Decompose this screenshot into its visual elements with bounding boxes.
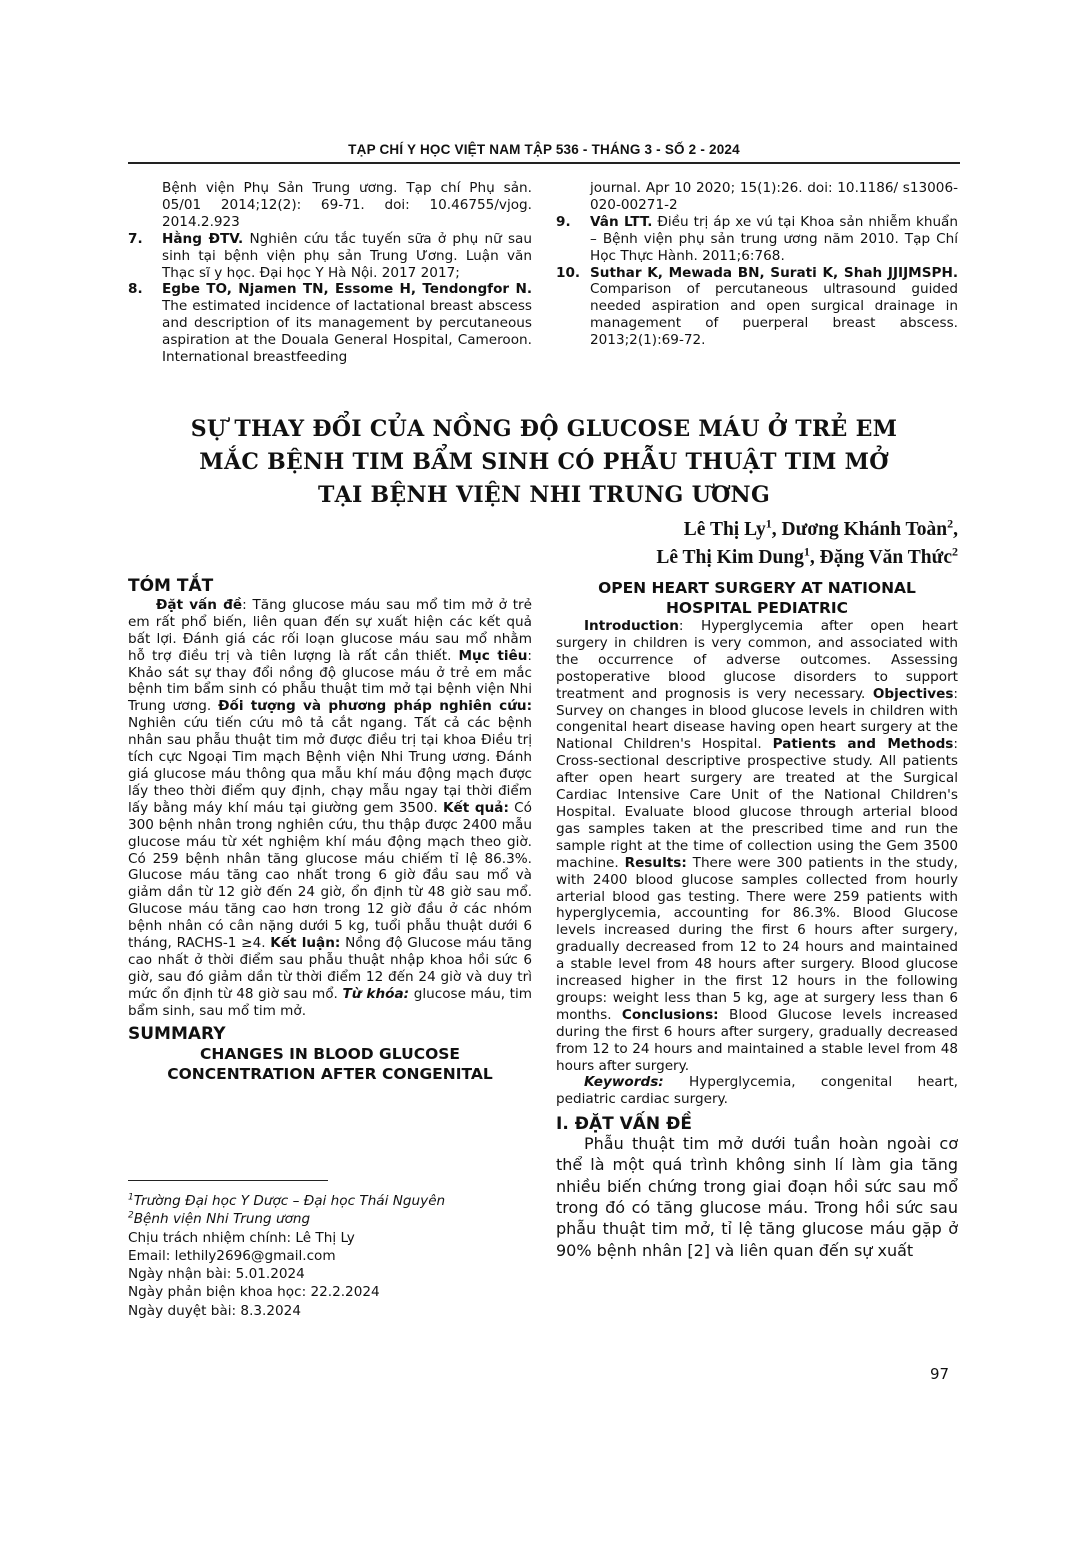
reference-text: The estimated incidence of lactational breast abscess and description of its management by percutaneous aspiration at the Douala General Hospital, Cameroon. International breastfeeding (162, 298, 532, 366)
date-reviewed: Ngày phản biện khoa học: 22.2.2024 (128, 1284, 380, 1301)
reference-8-continued: journal. Apr 10 2020; 15(1):26. doi: 10.1186/ s13006-020-00271-2 (590, 180, 958, 213)
references-right (556, 180, 958, 349)
reference-number: 10. (556, 264, 581, 281)
intro-text: Phẫu thuật tim mở dưới tuần hoàn ngoài cơ thể là một quá trình không sinh lí làm gia tăng nhiều biến chứng trong giai đoạn hồi sức sau mổ trong đó có tăng glucose máu. Trong hồi sức sau phẫu thuật tim mở, tỉ lệ tăng glucose máu gặp ở 90% bệnh nhân [2] và liên quan đến sự xuất (556, 1134, 958, 1260)
reference-number: 8. (128, 281, 143, 298)
journal-header: TẠP CHÍ Y HỌC VIỆT NAM TẬP 536 - THÁNG 3 - SỐ 2 - 2024 (348, 142, 740, 157)
reference-author: Vân LTT. (590, 213, 653, 230)
references-left (128, 180, 532, 366)
abstract-english (556, 578, 958, 1261)
reference-8 (128, 281, 532, 366)
summary-keywords: Keywords: Hyperglycemia, congenital heart, pediatric cardiac surgery. (556, 1074, 958, 1108)
summary-text: Introduction: Hyperglycemia after open heart surgery in children is very common, and associated with the occurrence of adverse outcomes. Assessing postoperative blood glucose disorders to support treatment and prognosis is very necessary. Objectives: Survey on changes in blood glucose levels in children with congenital heart disease having open heart surgery at the National Children's Hospital. Patients and Methods: Cross-sectional descriptive prospective study. All patients after open heart surgery are treated at the Surgical Cardiac Intensive Care Unit of the National Children's Hospital. Evaluate blood glucose through arterial blood gas samples taken at the prescribed time and run the sample right at the time of collection using the Gem 3500 machine. Results: There were 300 patients in the study, with 2400 blood glucose samples collected from hourly arterial blood gas testing. There were 259 patients with hyperglycemia, accounting for 86.3%. Blood Glucose levels increased during the first 6 hours after surgery, gradually decreased from 12 to 24 hours and maintained a stable level from 48 hours after surgery. Blood glucose increased higher in the first 12 hours in the following groups: weight less than 5 kg, age at surgery less than 6 months. Conclusions: Blood Glucose levels increased during the first 6 hours after surgery, gradually decreased from 12 to 24 hours and maintained a stable level from 48 hours after surgery. (556, 618, 959, 1074)
affiliation-mark: 2 (952, 544, 958, 559)
reference-number: 9. (556, 213, 571, 230)
reference-number: 7. (128, 230, 143, 247)
header-rule (128, 162, 960, 164)
reference-text: Comparison of percutaneous ultrasound guided needed aspiration and open surgical drainage in management of puerperal breast abscess. 2013;2(1):69-72. (590, 281, 958, 349)
intro-heading: I. ĐẶT VẤN ĐỀ (556, 1114, 692, 1135)
affiliation-1: $^1$Trường Đại học Y Dược – Đại học Thái Nguyên (128, 1192, 446, 1209)
author-list: Lê Thị Ly$^1$, Dương Khánh Toàn$^2$, Lê Thị Kim Dung$^1$, Đặng Văn Thức$^2$ (656, 516, 958, 568)
affiliation-mark: 1 (765, 516, 772, 531)
article-title (128, 413, 960, 512)
title-line: SỰ THAY ĐỔI CỦA NỒNG ĐỘ GLUCOSE MÁU Ở TRẺ EM (190, 416, 898, 442)
footnote-rule (128, 1180, 328, 1181)
summary-title-line: OPEN HEART SURGERY AT NATIONAL (598, 579, 916, 597)
author-name: Đặng Văn Thức (819, 547, 952, 568)
author-name: Lê Thị Ly (683, 519, 766, 540)
date-accepted: Ngày duyệt bài: 8.3.2024 (128, 1302, 301, 1319)
reference-7 (128, 231, 532, 282)
reference-6-continued: Bệnh viện Phụ Sản Trung ương. Tạp chí Phụ sản. 05/01 2014;12(2): 69-71. doi: 10.46755/vjog. 2014.2.923 (162, 180, 532, 230)
footnotes (128, 1192, 445, 1320)
author-name: Dương Khánh Toàn (781, 519, 948, 540)
abstract-vietnamese (128, 578, 532, 1084)
affiliation-mark: 1 (803, 544, 810, 559)
summary-title-line: CHANGES IN BLOOD GLUCOSE (199, 1045, 460, 1064)
title-line: MẮC BỆNH TIM BẨM SINH CÓ PHẪU THUẬT TIM MỞ (199, 449, 889, 475)
affiliation-2: $^2$Bệnh viện Nhi Trung ương (128, 1210, 311, 1228)
summary-title-line: HOSPITAL PEDIATRIC (665, 599, 849, 617)
reference-9 (556, 214, 958, 265)
date-received: Ngày nhận bài: 5.01.2024 (128, 1266, 305, 1283)
page-number: 97 (930, 1365, 950, 1383)
reference-text: Nghiên cứu tắc tuyến sữa ở phụ nữ sau sinh tại bệnh viện phụ sản Trung Ương. Luận văn Thạc sĩ y học. Đại học Y Hà Nội. 2017 2017; (162, 230, 532, 281)
affiliation-mark: 2 (947, 516, 954, 531)
email: Email: lethily2696@gmail.com (128, 1247, 336, 1264)
abstract-heading: TÓM TẮT (128, 576, 214, 596)
abstract-text: Đặt vấn đề: Tăng glucose máu sau mổ tim mở ở trẻ em rất phổ biến, liên quan đến sự xuất hiện các kết quả bất lợi. Đánh giá các rối loạn glucose máu sau mổ nhằm hỗ trợ điều trị và tiên lượng là rất cần thiết. Mục tiêu: Khảo sát sự thay đổi nồng độ glucose máu ở trẻ em mắc bệnh tim bẩm sinh có phẫu thuật tim mở tại bệnh viện Nhi Trung ương. Đối tượng và phương pháp nghiên cứu: Nghiên cứu tiến cứu mô tả cắt ngang. Tất cả các bệnh nhân sau phẫu thuật tim mở được điều trị tại khoa Điều trị tích cực Ngoại Tim mạch Bệnh viện Nhi Trung ương. Đánh giá glucose máu thông qua mẫu khí máu động mạch được lấy theo thời điểm quy định, chạy mẫu ngay tại thời điểm lấy bằng máy khí máu tại giường gem 3500. Kết quả: Có 300 bệnh nhân trong nghiên cứu, thu thập được 2400 mẫu glucose máu từ xét nghiệm khí máu động mạch theo giờ. Có 259 bệnh nhân tăng glucose máu chiếm tỉ lệ 86.3%. Glucose máu tăng cao nhất trong 6 giờ đầu sau mổ và giảm dần từ 12 giờ đến 24 giờ, ổn định từ 48 giờ sau mổ. Glucose máu tăng cao hơn trong 12 giờ đầu ở các nhóm bệnh nhân có cân nặng dưới 5 kg, tuổi phẫu thuật dưới 6 tháng, RACHS-1 ≥4. Kết luận: Nồng độ Glucose máu tăng cao nhất ở thời điểm sau phẫu thuật nhập khoa hồi sức 6 giờ, sau đó giảm dần từ thời điểm 12 đến 24 giờ và duy trì mức ổn định từ 48 giờ sau mổ. Từ khóa: glucose máu, tim bẩm sinh, sau mổ tim mở. (128, 596, 532, 1019)
reference-author: Suthar K, Mewada BN, Surati K, Shah JJIJMSPH. (590, 264, 958, 281)
corresponding-author: Chịu trách nhiệm chính: Lê Thị Ly (128, 1229, 355, 1246)
summary-title-line: CONCENTRATION AFTER CONGENITAL (167, 1065, 493, 1084)
reference-author: Hằng ĐTV. (162, 230, 244, 247)
summary-heading: SUMMARY (128, 1023, 226, 1044)
reference-author: Egbe TO, Njamen TN, Essome H, Tendongfor N. (162, 281, 532, 298)
reference-text: Điều trị áp xe vú tại Khoa sản nhiễm khuẩn – Bệnh viện phụ sản trung ương năm 2010. Tạp Chí Học Thực Hành. 2011;6:768. (590, 213, 959, 264)
title-line: TẠI BỆNH VIỆN NHI TRUNG ƯƠNG (317, 482, 771, 508)
author-name: Lê Thị Kim Dung (656, 547, 804, 568)
reference-10 (556, 265, 958, 350)
